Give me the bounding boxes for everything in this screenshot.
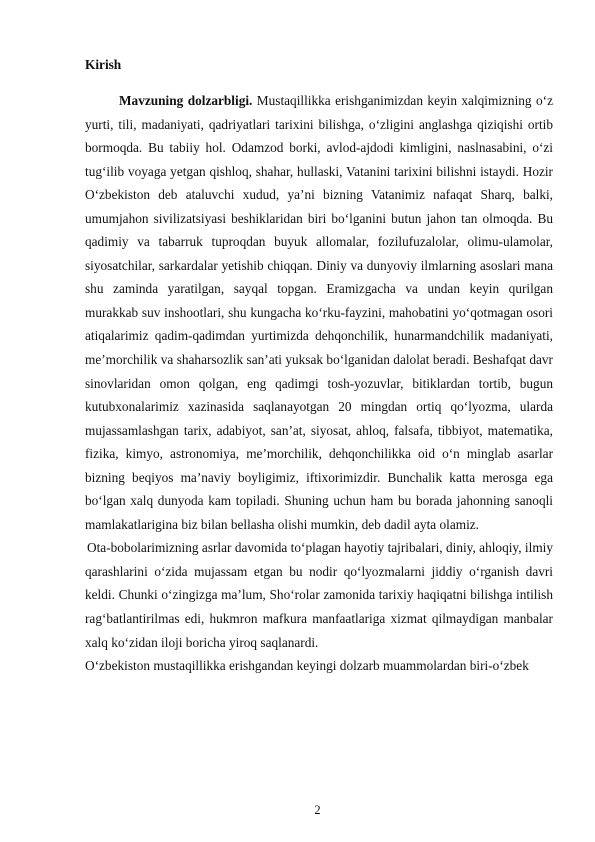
paragraph-ancestors: Ota-bobolarimizning asrlar davomida to‘plagan hayotiy tajribalari, diniy, ahloqiy, ilmiy qarashlarini o‘zida mujassam etgan bu nodir qo‘lyozmalarni jiddiy o‘rganish davri keldi. Chunki o‘zingizga ma’lum, Sho‘rolar zamonida tarixiy haqiqatni bilishga intilish rag‘batlantirilmas edi, hukmron mafkura manfaatlariga xizmat qilmaydigan manbalar xalq ko‘zidan iloji boricha yiroq saqlanardi. [85, 540, 553, 650]
paragraph-independence: O‘zbekiston mustaqillikka erishgandan keyingi dolzarb muammolardan biri-o‘zbek [85, 658, 529, 674]
paragraph-text: Mustaqillikka erishganimizdan keyin xalqimizning o‘z yurti, tili, madaniyati, qadriyatlari tarixini bilishga, o‘zligini anglashga qiziqishi ortib bormoqda. Bu tabiiy hol. Odamzod borki, avlod-ajdodi kimligini, naslnasabini, o‘zi tug‘ilib voyaga yetgan qishloq, shahar, hullaski, Vatanini tarixini bilishni istaydi. Hozir O‘zbekiston deb ataluvchi xudud, ya’ni bizning Vatanimiz nafaqat Sharq, balki, umumjahon sivilizatsiyasi beshiklaridan biri bo‘lganini butun jahon tan olmoqda. Bu qadimiy va tabarruk tuproqdan buyuk allomalar, fozilufuzalolar, olimu-ulamolar, siyosatchilar, sarkardalar yetishib chiqqan. Diniy va dunyoviy ilmlarning asoslari mana shu zaminda yaratilgan, sayqal topgan. Eramizgacha va undan keyin qurilgan murakkab suv inshootlari, shu kungacha ko‘rku-fayzini, mahobatini yo‘qotmagan osori atiqalarimiz qadim-qadimdan yurtimizda dehqonchilik, hunarmandchilik madaniyati, me’morchilik va shaharsozlik san’ati yuksak bo‘lganidan dalolat beradi. Beshafqat davr sinovlaridan omon qolgan, eng qadimgi tosh-yozuvlar, bitiklardan tortib, bugun kutubxonalarimiz xazinasida saqlanayotgan 20 mingdan ortiq qo‘lyozma, ularda mujassamlashgan tarix, adabiyot, san’at, siyosat, ahloq, falsafa, tibbiyot, matematika, fizika, kimyo, astronomiya, me’morchilik, dehqonchilikka oid o‘n minglab asarlar bizning beqiyos ma’naviy boyligimiz, iftixorimizdir. Bunchalik katta merosga ega bo‘lgan xalq dunyoda kam topiladi. Shuning uchun ham bu borada jahonning sanoqli mamlakatlarigina biz bilan bellasha olishi mumkin, deb dadil ayta olamiz. [85, 93, 553, 532]
section-heading: Kirish [85, 57, 122, 72]
paragraph-lead: Mavzuning dolzarbligi. [119, 93, 253, 108]
page-number: 2 [314, 803, 321, 817]
paragraph-relevance [85, 89, 553, 536]
page-content [85, 56, 553, 678]
